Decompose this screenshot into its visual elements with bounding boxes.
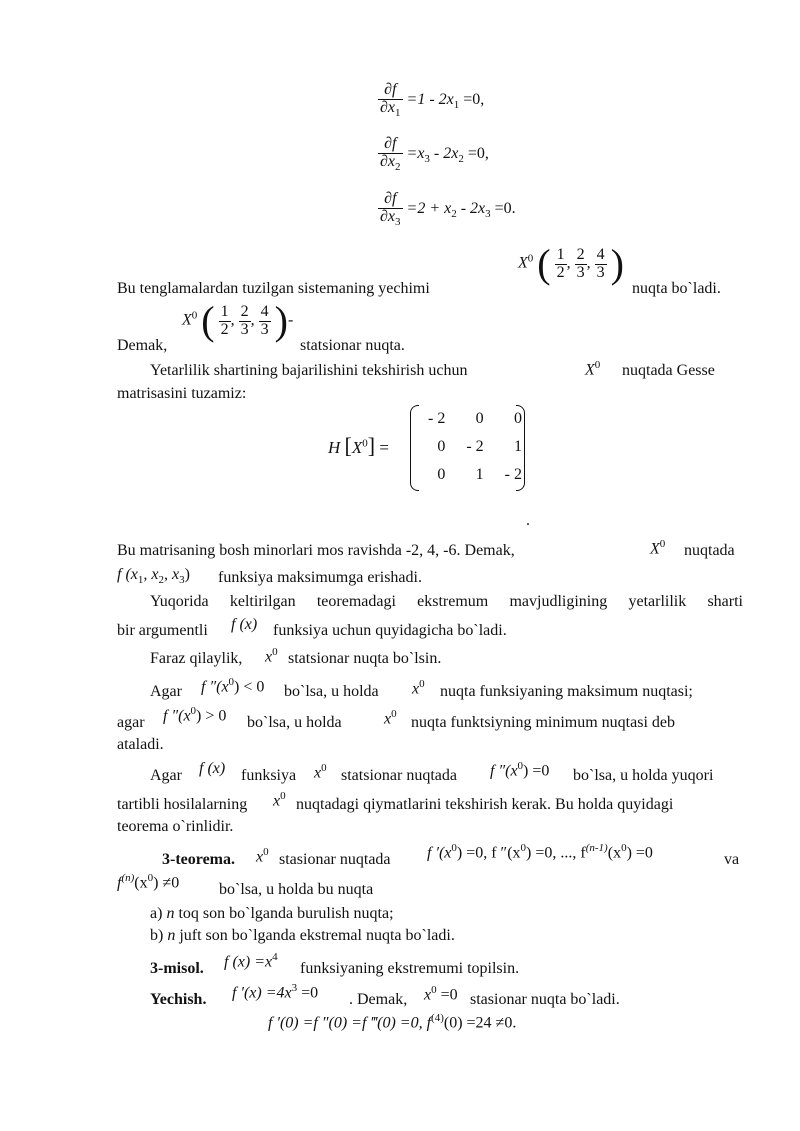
point2-den-2: 3 [240, 320, 249, 338]
solution-text: stasionar nuqta bo`ladi. [470, 991, 620, 1008]
hesse-lhs: H $[X^0]$ = [328, 433, 389, 458]
matrix-cell: 0 [437, 466, 446, 483]
eq2-rhs-b: - 2x [429, 145, 459, 163]
hesse-matrix [410, 405, 525, 491]
matrix-cell: 0 [514, 410, 522, 427]
theorem-c-sup1: 0 [451, 842, 457, 854]
p7-f2-sup: 0 [190, 705, 197, 717]
p4-s3: 3 [179, 574, 185, 587]
agar-1: Agar [150, 683, 182, 700]
x0-p8 [314, 762, 327, 782]
equation-partial-x3 [378, 191, 516, 229]
paragraph-hesse-tail: nuqtada Gesse [622, 362, 715, 379]
bir-argumentli: bir argumentli [117, 622, 208, 639]
x0-p8b [273, 790, 286, 810]
eq3-denominator: ∂x [380, 207, 396, 225]
stationary-point-formula: $X^0$ ( $\frac{1}{2}$ , $\frac{2}{3}$ , $\frac{4}{3}$ ) [518, 241, 624, 286]
matrix-row [410, 433, 525, 461]
matrix-cell: 1 [475, 466, 484, 483]
item-a-post: toq son bo`lganda burulish nuqta; [174, 905, 394, 922]
p8b-sup: 0 [280, 790, 286, 802]
eq3-rhs-a: =2 + x [406, 200, 452, 218]
matrix-right-bracket [516, 405, 525, 491]
point-sup: 0 [527, 252, 534, 265]
eq3-rhs-b-sub: 3 [485, 208, 491, 221]
hesse-sup: 0 [362, 437, 368, 450]
x0-symbol [585, 359, 600, 379]
point-x: X [518, 254, 528, 272]
item-a-n: n [166, 905, 175, 922]
eq2-denominator: ∂x [380, 152, 396, 170]
paragraph-minors: Bu matrisaning bosh minorlari mos ravishda -2, 4, -6. Demak, [117, 542, 515, 559]
example-f: f (x) =x [224, 953, 273, 971]
eq3-tail: =0. [490, 200, 516, 218]
eq1-denominator: ∂x [380, 98, 396, 116]
p4-s2: 2 [158, 574, 164, 587]
point2-num-1: 1 [220, 302, 229, 320]
maximum-point-text: nuqta funksiyaning maksimum nuqtasi; [440, 683, 693, 700]
theorem-c3: (x [607, 844, 622, 862]
p4-s1: 1 [137, 574, 144, 587]
point2-den-1: 2 [220, 320, 229, 338]
p7-f1b: ) < 0 [234, 678, 265, 696]
solution-f-tail: =0 [297, 984, 319, 1002]
example-sup: 4 [272, 951, 278, 963]
p8-x: x [314, 764, 322, 782]
eq2-den-sub: 2 [395, 160, 401, 173]
paragraph-solution: Bu tenglamalardan tuzilgan sistemaning yechimi [117, 280, 430, 297]
theorem-c2: ) =0, ..., f [526, 844, 586, 862]
p4-func: f (x [117, 566, 138, 583]
point2-sup: 0 [191, 309, 198, 322]
item-a-pre: a) [150, 905, 167, 922]
funksiya-text: funksiya [241, 767, 297, 784]
p8-f2: f ″(x [490, 762, 518, 780]
point-num-2: 2 [576, 245, 585, 263]
eq3-rhs-b: - 2x [456, 200, 486, 218]
theorem-nth-derivative [117, 872, 179, 892]
point-den-1: 2 [556, 263, 565, 281]
point2-num-3: 4 [260, 302, 269, 320]
point2-x: X [182, 311, 192, 329]
theorem-fnsup: (n) [121, 872, 135, 884]
theorem-title-text: 3-teorema. [162, 851, 235, 868]
solution-f: f ′(x) =4x [232, 984, 292, 1002]
theorem-text-a: stasionar nuqtada [279, 851, 391, 868]
theorem-c-sup3: 0 [621, 842, 627, 854]
item-b-n: n [167, 927, 176, 944]
p7b-x: x [384, 710, 392, 728]
x0-theorem [256, 846, 269, 866]
p3-sup: 0 [594, 359, 601, 371]
p7b-sup: 0 [391, 708, 397, 720]
paragraph-sufficient-tail: funksiya uchun quyidagicha bo`ladi. [273, 622, 507, 639]
paragraph-minors-tail: nuqtada [684, 542, 735, 559]
theorem-condition [427, 842, 653, 862]
x0-p7b [384, 708, 397, 728]
solution-sup: 3 [291, 982, 298, 994]
paragraph-sufficient-cond: Yuqorida keltirilgan teoremadagi ekstremum mavjudligining yetarlilik sharti [150, 593, 743, 610]
p8-f2b: ) =0 [523, 762, 550, 780]
solution-final-a: f ′(0) =f ″(0) =f ‴(0) =0, f [268, 1014, 432, 1032]
solution-title-text: Yechish. [150, 991, 207, 1008]
theorem-cond: f ′(x [427, 844, 452, 862]
eq1-numerator: ∂f [378, 82, 403, 100]
theorem-nsup: (n-1) [585, 842, 608, 854]
p4-x: X [650, 540, 660, 558]
hesse-h: H [328, 438, 341, 457]
theorem-sup: 0 [263, 846, 269, 858]
p8-f2-sup: 0 [517, 760, 524, 772]
p4-sup: 0 [659, 538, 666, 550]
p7-f1-sup: 0 [228, 676, 235, 688]
x0-lower [265, 646, 278, 666]
minimum-point-text: nuqta funktsiyning minimum nuqtasi deb [411, 714, 675, 731]
p3-x: X [585, 361, 595, 379]
matrix-row [410, 405, 525, 433]
p7a-sup: 0 [419, 678, 425, 690]
eq1-rhs: =1 - 2x [406, 91, 454, 109]
p4-c2: , x [163, 566, 180, 583]
tartibli-text: tartibli hosilalarning [117, 796, 248, 813]
nuqtadagi-text: nuqtadagi qiymatlarini tekshirish kerak. Bu holda quyidagi [296, 796, 674, 813]
maximum-text: funksiya maksimumga erishadi. [218, 569, 422, 586]
solution-demak: . Demak, [349, 991, 408, 1008]
p6-x: x [265, 648, 273, 666]
list-item [150, 927, 455, 945]
theorem-title [162, 851, 235, 869]
function-three-vars [117, 566, 190, 586]
example-text: funksiyaning ekstremumi topilsin. [300, 960, 520, 977]
trailing-dot: . [526, 512, 530, 529]
stationary-point-formula-2: $X^0$ ( $\frac{1}{2}$ , $\frac{2}{3}$ , $\frac{4}{3}$ )- [182, 298, 294, 343]
agar-3: Agar [150, 767, 182, 784]
matrix-row [410, 461, 525, 489]
eq2-tail: =0, [463, 145, 489, 163]
eq1-tail: =0, [459, 91, 485, 109]
eq2-rhs-a: =x [406, 145, 425, 163]
eq3-rhs-a-sub: 2 [451, 208, 457, 221]
matrix-cell: - 2 [428, 410, 446, 427]
solution-x-tail: =0 [436, 986, 458, 1004]
teorema-orinli: teorema o`rinlidir. [117, 818, 234, 835]
p8-sup: 0 [321, 762, 327, 774]
theorem-text-b: bo`lsa, u holda bu nuqta [219, 881, 374, 898]
point2-dash: - [287, 311, 294, 329]
solution-title [150, 991, 206, 1009]
faraz-text: Faraz qilaylik, [150, 650, 243, 667]
eq2-numerator: ∂f [378, 136, 403, 154]
eq3-den-sub: 3 [395, 215, 401, 228]
theorem-fn2: (x [134, 874, 148, 892]
p8b-x: x [273, 792, 281, 810]
paragraph-solution-tail: nuqta bo`ladi. [632, 280, 721, 297]
solution-x0 [424, 984, 458, 1004]
statsionar-text: statsionar nuqta. [300, 337, 405, 354]
bolsa-1: bo`lsa, u holda [284, 683, 379, 700]
theorem-va: va [724, 851, 740, 868]
yuqori-text: bo`lsa, u holda yuqori [573, 767, 714, 784]
theorem-c4: ) =0 [626, 844, 653, 862]
solution-end: . [512, 1014, 517, 1032]
p4-c1: , x [143, 566, 159, 583]
x0-p7a [412, 678, 425, 698]
p7-f1: f ″(x [201, 678, 229, 696]
x0-symbol-2 [650, 538, 665, 558]
theorem-x: x [256, 848, 264, 866]
hesse-eq: = [379, 438, 389, 457]
hesse-x: X [351, 438, 363, 457]
solution-x: x [424, 986, 432, 1004]
p7-f2b: ) > 0 [196, 707, 227, 725]
matrix-cell: 1 [514, 438, 522, 455]
theorem-c-sup2: 0 [520, 842, 527, 854]
statsionar-nuqtada: statsionar nuqtada [341, 767, 457, 784]
eq3-numerator: ∂f [378, 191, 403, 209]
p7-f2: f ″(x [163, 707, 191, 725]
example-function [224, 951, 278, 971]
ataladi: ataladi. [117, 736, 164, 753]
example-title [150, 960, 204, 978]
solution-final-sup: (4) [431, 1012, 444, 1024]
agar-2: agar [117, 714, 145, 731]
theorem-fn: f [117, 874, 122, 892]
point-num-1: 1 [556, 245, 565, 263]
theorem-fn3: ) ≠0 [153, 874, 180, 892]
paragraph-hesse-line2: matrisasini tuzamiz: [117, 385, 247, 402]
point2-den-3: 3 [260, 320, 269, 338]
second-derivative-zero [490, 760, 549, 780]
solution-final [268, 1012, 516, 1032]
paragraph-hesse-intro: Yetarlilik shartining bajarilishini tekshirish uchun [150, 362, 468, 379]
point-den-3: 3 [596, 263, 605, 281]
second-derivative-positive [163, 705, 226, 725]
faraz-tail: statsionar nuqta bo`lsin. [288, 650, 442, 667]
list-item [150, 905, 394, 923]
point2-num-2: 2 [240, 302, 249, 320]
p7a-x: x [412, 680, 420, 698]
equation-partial-x1 [378, 82, 484, 120]
demak-label: Demak, [117, 337, 168, 354]
solution-final-tail: (0) =24 ≠0 [443, 1014, 513, 1032]
second-derivative-negative [201, 676, 264, 696]
theorem-fn-sup: 0 [147, 872, 154, 884]
eq1-den-sub: 1 [395, 106, 401, 119]
solution-xsup: 0 [431, 984, 437, 996]
p6-sup: 0 [272, 646, 278, 658]
matrix-cell: - 2 [466, 438, 484, 455]
item-b-post: juft son bo`lganda ekstremal nuqta bo`ladi. [175, 927, 455, 944]
f-of-x: f (x) [231, 616, 258, 633]
matrix-left-bracket [410, 405, 419, 491]
eq1-rhs-sub: 1 [453, 99, 460, 112]
eq2-rhs-b-sub: 2 [458, 153, 464, 166]
eq2-rhs-a-sub: 3 [424, 153, 430, 166]
theorem-c1: ) =0, f ″(x [456, 844, 521, 862]
equation-partial-x2 [378, 136, 489, 174]
point-den-2: 3 [576, 263, 585, 281]
bolsa-2: bo`lsa, u holda [247, 714, 342, 731]
matrix-cell: 0 [437, 438, 446, 455]
matrix-body [410, 405, 525, 489]
f-of-x-2: f (x) [199, 760, 226, 777]
matrix-cell: 0 [475, 410, 484, 427]
solution-derivative [232, 982, 318, 1002]
example-title-text: 3-misol. [150, 960, 204, 977]
p4-c3: ) [184, 566, 190, 583]
item-b-pre: b) [150, 927, 168, 944]
point-num-3: 4 [596, 245, 605, 263]
matrix-cell: - 2 [504, 466, 522, 483]
